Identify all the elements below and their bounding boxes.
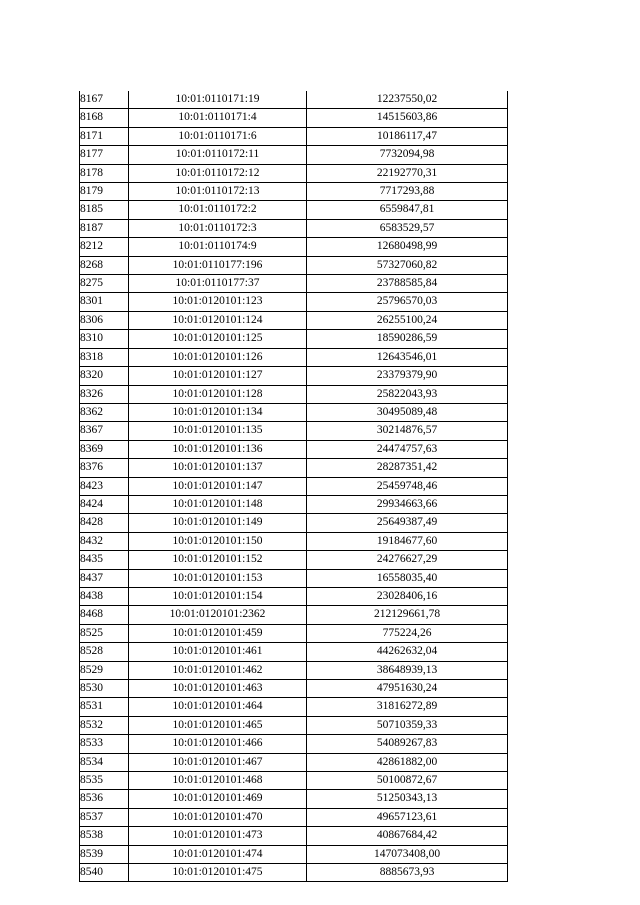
table-row bbox=[80, 514, 508, 532]
table-row bbox=[80, 201, 508, 219]
row-number-cell: 8435 bbox=[80, 551, 129, 569]
table-row bbox=[80, 348, 508, 366]
table-row bbox=[80, 330, 508, 348]
cadastral-number-cell: 10:01:0110177:196 bbox=[129, 256, 307, 274]
table-row bbox=[80, 753, 508, 771]
cadastral-value-cell: 42861882,00 bbox=[307, 753, 508, 771]
cadastral-number-cell: 10:01:0110172:3 bbox=[129, 219, 307, 237]
row-number-cell: 8532 bbox=[80, 716, 129, 734]
table-row bbox=[80, 164, 508, 182]
cadastral-value-cell: 19184677,60 bbox=[307, 532, 508, 550]
cadastral-number-cell: 10:01:0120101:470 bbox=[129, 808, 307, 826]
cadastral-number-cell: 10:01:0120101:463 bbox=[129, 680, 307, 698]
table-row bbox=[80, 422, 508, 440]
cadastral-number-cell: 10:01:0120101:464 bbox=[129, 698, 307, 716]
table-row bbox=[80, 127, 508, 145]
cadastral-number-cell: 10:01:0120101:134 bbox=[129, 403, 307, 421]
row-number-cell: 8178 bbox=[80, 164, 129, 182]
table-row bbox=[80, 275, 508, 293]
cadastral-value-cell: 12680498,99 bbox=[307, 238, 508, 256]
cadastral-number-cell: 10:01:0120101:462 bbox=[129, 661, 307, 679]
cadastral-number-cell: 10:01:0110172:12 bbox=[129, 164, 307, 182]
cadastral-number-cell: 10:01:0110174:9 bbox=[129, 238, 307, 256]
table-row bbox=[80, 698, 508, 716]
table-row bbox=[80, 440, 508, 458]
cadastral-value-cell: 147073408,00 bbox=[307, 845, 508, 863]
row-number-cell: 8535 bbox=[80, 772, 129, 790]
table-row bbox=[80, 735, 508, 753]
row-number-cell: 8268 bbox=[80, 256, 129, 274]
row-number-cell: 8437 bbox=[80, 569, 129, 587]
table-row bbox=[80, 661, 508, 679]
cadastral-value-cell: 49657123,61 bbox=[307, 808, 508, 826]
row-number-cell: 8533 bbox=[80, 735, 129, 753]
row-number-cell: 8212 bbox=[80, 238, 129, 256]
row-number-cell: 8537 bbox=[80, 808, 129, 826]
row-number-cell: 8438 bbox=[80, 587, 129, 605]
cadastral-value-cell: 29934663,66 bbox=[307, 495, 508, 513]
cadastral-number-cell: 10:01:0120101:2362 bbox=[129, 606, 307, 624]
table-row bbox=[80, 109, 508, 127]
table-row bbox=[80, 293, 508, 311]
row-number-cell: 8531 bbox=[80, 698, 129, 716]
row-number-cell: 8528 bbox=[80, 643, 129, 661]
table-row bbox=[80, 477, 508, 495]
cadastral-value-cell: 6583529,57 bbox=[307, 219, 508, 237]
cadastral-number-cell: 10:01:0120101:469 bbox=[129, 790, 307, 808]
row-number-cell: 8320 bbox=[80, 367, 129, 385]
cadastral-number-cell: 10:01:0120101:125 bbox=[129, 330, 307, 348]
cadastral-number-cell: 10:01:0120101:147 bbox=[129, 477, 307, 495]
row-number-cell: 8362 bbox=[80, 403, 129, 421]
cadastral-number-cell: 10:01:0120101:468 bbox=[129, 772, 307, 790]
cadastral-value-cell: 50710359,33 bbox=[307, 716, 508, 734]
table-row bbox=[80, 680, 508, 698]
row-number-cell: 8326 bbox=[80, 385, 129, 403]
cadastral-value-cell: 54089267,83 bbox=[307, 735, 508, 753]
row-number-cell: 8367 bbox=[80, 422, 129, 440]
row-number-cell: 8423 bbox=[80, 477, 129, 495]
cadastral-value-cell: 25822043,93 bbox=[307, 385, 508, 403]
table-row bbox=[80, 256, 508, 274]
row-number-cell: 8468 bbox=[80, 606, 129, 624]
cadastral-value-cell: 51250343,13 bbox=[307, 790, 508, 808]
row-number-cell: 8187 bbox=[80, 219, 129, 237]
table-row bbox=[80, 183, 508, 201]
cadastral-number-cell: 10:01:0120101:128 bbox=[129, 385, 307, 403]
cadastral-number-cell: 10:01:0120101:473 bbox=[129, 827, 307, 845]
row-number-cell: 8168 bbox=[80, 109, 129, 127]
cadastral-value-cell: 25459748,46 bbox=[307, 477, 508, 495]
row-number-cell: 8536 bbox=[80, 790, 129, 808]
row-number-cell: 8185 bbox=[80, 201, 129, 219]
cadastral-number-cell: 10:01:0120101:474 bbox=[129, 845, 307, 863]
cadastral-value-table bbox=[79, 91, 508, 882]
row-number-cell: 8525 bbox=[80, 624, 129, 642]
cadastral-number-cell: 10:01:0110171:19 bbox=[129, 91, 307, 109]
cadastral-value-cell: 50100872,67 bbox=[307, 772, 508, 790]
cadastral-number-cell: 10:01:0120101:461 bbox=[129, 643, 307, 661]
table-row bbox=[80, 716, 508, 734]
table-row bbox=[80, 808, 508, 826]
row-number-cell: 8310 bbox=[80, 330, 129, 348]
row-number-cell: 8424 bbox=[80, 495, 129, 513]
cadastral-value-cell: 25649387,49 bbox=[307, 514, 508, 532]
cadastral-number-cell: 10:01:0120101:149 bbox=[129, 514, 307, 532]
row-number-cell: 8428 bbox=[80, 514, 129, 532]
row-number-cell: 8369 bbox=[80, 440, 129, 458]
cadastral-value-cell: 8885673,93 bbox=[307, 864, 508, 882]
cadastral-value-cell: 6559847,81 bbox=[307, 201, 508, 219]
cadastral-number-cell: 10:01:0120101:465 bbox=[129, 716, 307, 734]
table-row bbox=[80, 459, 508, 477]
cadastral-number-cell: 10:01:0120101:154 bbox=[129, 587, 307, 605]
table-row bbox=[80, 385, 508, 403]
cadastral-number-cell: 10:01:0120101:466 bbox=[129, 735, 307, 753]
cadastral-value-cell: 38648939,13 bbox=[307, 661, 508, 679]
cadastral-number-cell: 10:01:0120101:467 bbox=[129, 753, 307, 771]
cadastral-value-cell: 775224,26 bbox=[307, 624, 508, 642]
cadastral-number-cell: 10:01:0120101:475 bbox=[129, 864, 307, 882]
table-row bbox=[80, 624, 508, 642]
cadastral-value-cell: 18590286,59 bbox=[307, 330, 508, 348]
row-number-cell: 8301 bbox=[80, 293, 129, 311]
cadastral-value-cell: 23788585,84 bbox=[307, 275, 508, 293]
cadastral-number-cell: 10:01:0120101:148 bbox=[129, 495, 307, 513]
cadastral-value-cell: 57327060,82 bbox=[307, 256, 508, 274]
table-row bbox=[80, 91, 508, 109]
cadastral-number-cell: 10:01:0120101:136 bbox=[129, 440, 307, 458]
cadastral-value-cell: 7717293,88 bbox=[307, 183, 508, 201]
cadastral-value-cell: 24276627,29 bbox=[307, 551, 508, 569]
cadastral-number-cell: 10:01:0110177:37 bbox=[129, 275, 307, 293]
cadastral-value-cell: 25796570,03 bbox=[307, 293, 508, 311]
table-row bbox=[80, 146, 508, 164]
cadastral-number-cell: 10:01:0110172:2 bbox=[129, 201, 307, 219]
cadastral-number-cell: 10:01:0120101:137 bbox=[129, 459, 307, 477]
cadastral-value-cell: 16558035,40 bbox=[307, 569, 508, 587]
row-number-cell: 8376 bbox=[80, 459, 129, 477]
cadastral-value-cell: 7732094,98 bbox=[307, 146, 508, 164]
table-row bbox=[80, 587, 508, 605]
row-number-cell: 8167 bbox=[80, 91, 129, 109]
table-row bbox=[80, 367, 508, 385]
cadastral-number-cell: 10:01:0120101:150 bbox=[129, 532, 307, 550]
row-number-cell: 8318 bbox=[80, 348, 129, 366]
row-number-cell: 8171 bbox=[80, 127, 129, 145]
cadastral-number-cell: 10:01:0120101:124 bbox=[129, 311, 307, 329]
cadastral-number-cell: 10:01:0110172:13 bbox=[129, 183, 307, 201]
cadastral-value-cell: 12237550,02 bbox=[307, 91, 508, 109]
table-row bbox=[80, 643, 508, 661]
cadastral-number-cell: 10:01:0120101:135 bbox=[129, 422, 307, 440]
row-number-cell: 8538 bbox=[80, 827, 129, 845]
cadastral-number-cell: 10:01:0120101:126 bbox=[129, 348, 307, 366]
table-row bbox=[80, 551, 508, 569]
table-row bbox=[80, 238, 508, 256]
cadastral-value-cell: 40867684,42 bbox=[307, 827, 508, 845]
cadastral-number-cell: 10:01:0110172:11 bbox=[129, 146, 307, 164]
row-number-cell: 8539 bbox=[80, 845, 129, 863]
cadastral-value-cell: 12643546,01 bbox=[307, 348, 508, 366]
cadastral-number-cell: 10:01:0110171:4 bbox=[129, 109, 307, 127]
cadastral-number-cell: 10:01:0110171:6 bbox=[129, 127, 307, 145]
table-row bbox=[80, 772, 508, 790]
cadastral-number-cell: 10:01:0120101:152 bbox=[129, 551, 307, 569]
cadastral-value-cell: 47951630,24 bbox=[307, 680, 508, 698]
cadastral-number-cell: 10:01:0120101:459 bbox=[129, 624, 307, 642]
cadastral-value-cell: 31816272,89 bbox=[307, 698, 508, 716]
cadastral-value-cell: 22192770,31 bbox=[307, 164, 508, 182]
table-row bbox=[80, 864, 508, 882]
cadastral-number-cell: 10:01:0120101:123 bbox=[129, 293, 307, 311]
row-number-cell: 8529 bbox=[80, 661, 129, 679]
table-row bbox=[80, 311, 508, 329]
cadastral-value-cell: 44262632,04 bbox=[307, 643, 508, 661]
cadastral-value-cell: 30495089,48 bbox=[307, 403, 508, 421]
row-number-cell: 8179 bbox=[80, 183, 129, 201]
cadastral-value-cell: 30214876,57 bbox=[307, 422, 508, 440]
row-number-cell: 8177 bbox=[80, 146, 129, 164]
table-row bbox=[80, 845, 508, 863]
cadastral-value-cell: 10186117,47 bbox=[307, 127, 508, 145]
cadastral-number-cell: 10:01:0120101:127 bbox=[129, 367, 307, 385]
table-row bbox=[80, 569, 508, 587]
cadastral-value-cell: 23028406,16 bbox=[307, 587, 508, 605]
table-row bbox=[80, 219, 508, 237]
table-body bbox=[80, 91, 508, 882]
cadastral-value-cell: 14515603,86 bbox=[307, 109, 508, 127]
row-number-cell: 8306 bbox=[80, 311, 129, 329]
row-number-cell: 8534 bbox=[80, 753, 129, 771]
table-row bbox=[80, 532, 508, 550]
table-row bbox=[80, 403, 508, 421]
cadastral-value-cell: 212129661,78 bbox=[307, 606, 508, 624]
cadastral-value-cell: 28287351,42 bbox=[307, 459, 508, 477]
row-number-cell: 8432 bbox=[80, 532, 129, 550]
table-row bbox=[80, 606, 508, 624]
row-number-cell: 8530 bbox=[80, 680, 129, 698]
row-number-cell: 8275 bbox=[80, 275, 129, 293]
table-row bbox=[80, 790, 508, 808]
table-row bbox=[80, 827, 508, 845]
table-row bbox=[80, 495, 508, 513]
cadastral-value-cell: 24474757,63 bbox=[307, 440, 508, 458]
cadastral-number-cell: 10:01:0120101:153 bbox=[129, 569, 307, 587]
cadastral-value-cell: 26255100,24 bbox=[307, 311, 508, 329]
row-number-cell: 8540 bbox=[80, 864, 129, 882]
cadastral-value-cell: 23379379,90 bbox=[307, 367, 508, 385]
